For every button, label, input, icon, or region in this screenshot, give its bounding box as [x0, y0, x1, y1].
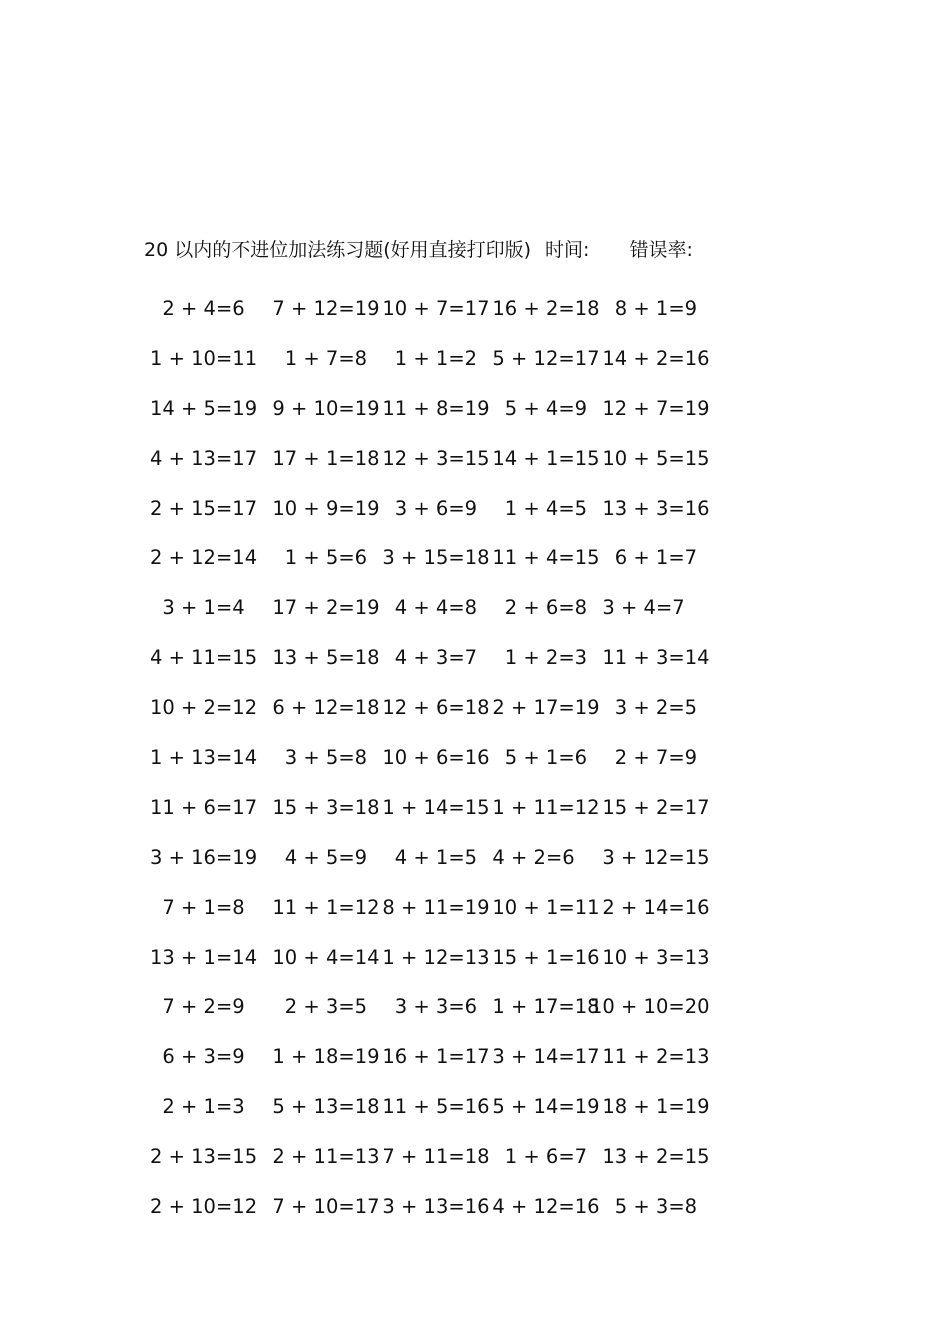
- problem-row: [150, 1082, 710, 1132]
- error-rate-label: 错误率:: [629, 239, 693, 261]
- problem-row: [150, 384, 710, 434]
- problem-grid: [150, 284, 710, 1232]
- problem-item: 1 + 7=8: [260, 346, 368, 370]
- problem-row: [150, 334, 710, 384]
- problem-row: [150, 883, 710, 933]
- problem-item: 13 + 3=16: [590, 496, 710, 520]
- problem-row: [150, 833, 710, 883]
- problem-item: 1 + 5=6: [260, 546, 368, 570]
- problem-item: 2 + 6=8: [480, 596, 588, 620]
- problem-row: [150, 733, 700, 783]
- problem-item: 13 + 1=14: [150, 945, 258, 969]
- problem-item: 1 + 4=5: [480, 496, 588, 520]
- problem-item: 11 + 5=16: [370, 1095, 490, 1119]
- problem-item: 1 + 11=12: [480, 795, 600, 819]
- problem-item: 2 + 3=5: [260, 995, 368, 1019]
- problem-item: 8 + 1=9: [590, 296, 698, 320]
- problem-item: 2 + 17=19: [480, 696, 600, 720]
- problem-row: [150, 783, 710, 833]
- problem-item: 3 + 4=7: [590, 596, 685, 620]
- problem-item: 3 + 6=9: [370, 496, 478, 520]
- problem-row: [150, 1182, 700, 1232]
- problem-item: 7 + 1=8: [150, 895, 245, 919]
- time-label: 时间:: [545, 239, 590, 261]
- problem-item: 2 + 13=15: [150, 1145, 258, 1169]
- problem-item: 10 + 6=16: [370, 745, 490, 769]
- problem-item: 10 + 4=14: [260, 945, 380, 969]
- problem-item: 14 + 5=19: [150, 396, 258, 420]
- problem-item: 10 + 5=15: [590, 446, 710, 470]
- problem-item: 13 + 5=18: [260, 646, 380, 670]
- problem-item: 1 + 13=14: [150, 745, 258, 769]
- problem-item: 7 + 12=19: [260, 296, 380, 320]
- problem-item: 11 + 3=14: [590, 646, 710, 670]
- problem-item: 10 + 9=19: [260, 496, 380, 520]
- problem-item: 6 + 1=7: [590, 546, 698, 570]
- problem-item: 3 + 13=16: [370, 1194, 490, 1218]
- problem-item: 4 + 13=17: [150, 446, 258, 470]
- problem-item: 12 + 7=19: [590, 396, 710, 420]
- problem-item: 13 + 2=15: [590, 1145, 710, 1169]
- problem-item: 5 + 3=8: [590, 1194, 698, 1218]
- problem-item: 10 + 1=11: [480, 895, 600, 919]
- problem-item: 2 + 7=9: [590, 745, 698, 769]
- problem-item: 15 + 1=16: [480, 945, 600, 969]
- problem-item: 17 + 1=18: [260, 446, 380, 470]
- problem-item: 3 + 2=5: [590, 696, 698, 720]
- problem-item: 5 + 12=17: [480, 346, 600, 370]
- problem-item: 2 + 11=13: [260, 1145, 380, 1169]
- problem-row: [150, 484, 710, 534]
- problem-item: 2 + 1=3: [150, 1095, 245, 1119]
- problem-row: [150, 633, 710, 683]
- problem-item: 1 + 17=18: [480, 995, 600, 1019]
- problem-item: 18 + 1=19: [590, 1095, 710, 1119]
- problem-item: 10 + 2=12: [150, 696, 258, 720]
- problem-row: [150, 284, 700, 334]
- problem-item: 3 + 15=18: [370, 546, 490, 570]
- problem-item: 11 + 1=12: [260, 895, 380, 919]
- problem-item: 8 + 11=19: [370, 895, 490, 919]
- problem-item: 11 + 6=17: [150, 795, 258, 819]
- problem-item: 4 + 5=9: [260, 845, 368, 869]
- problem-item: 11 + 4=15: [480, 546, 600, 570]
- problem-item: 4 + 11=15: [150, 646, 258, 670]
- problem-row: [150, 533, 700, 583]
- problem-item: 2 + 14=16: [590, 895, 710, 919]
- problem-item: 5 + 4=9: [480, 396, 588, 420]
- problem-item: 5 + 1=6: [480, 745, 588, 769]
- problem-item: 7 + 11=18: [370, 1145, 490, 1169]
- problem-item: 2 + 10=12: [150, 1194, 258, 1218]
- problem-item: 1 + 2=3: [480, 646, 588, 670]
- problem-row: [150, 982, 710, 1032]
- problem-item: 1 + 12=13: [370, 945, 490, 969]
- problem-item: 6 + 12=18: [260, 696, 380, 720]
- problem-item: 11 + 8=19: [370, 396, 490, 420]
- problem-item: 3 + 5=8: [260, 745, 368, 769]
- problem-item: 1 + 10=11: [150, 346, 258, 370]
- problem-item: 6 + 3=9: [150, 1045, 245, 1069]
- problem-item: 5 + 13=18: [260, 1095, 380, 1119]
- problem-item: 4 + 12=16: [480, 1194, 600, 1218]
- problem-item: 7 + 2=9: [150, 995, 245, 1019]
- problem-item: 15 + 3=18: [260, 795, 380, 819]
- problem-item: 4 + 1=5: [370, 845, 478, 869]
- problem-item: 12 + 3=15: [370, 446, 490, 470]
- problem-item: 5 + 14=19: [480, 1095, 600, 1119]
- worksheet-title: 20 以内的不进位加法练习题(好用直接打印版): [144, 239, 532, 261]
- problem-item: 1 + 6=7: [480, 1145, 588, 1169]
- problem-item: 7 + 10=17: [260, 1194, 380, 1218]
- problem-item: 3 + 16=19: [150, 845, 258, 869]
- problem-item: 2 + 15=17: [150, 496, 258, 520]
- problem-item: 3 + 3=6: [370, 995, 478, 1019]
- problem-item: 2 + 12=14: [150, 546, 258, 570]
- problem-item: 4 + 2=6: [480, 845, 575, 869]
- problem-item: 11 + 2=13: [590, 1045, 710, 1069]
- problem-item: 3 + 14=17: [480, 1045, 600, 1069]
- problem-row: [150, 434, 710, 484]
- problem-item: 10 + 10=20: [590, 995, 710, 1019]
- problem-item: 4 + 4=8: [370, 596, 478, 620]
- problem-item: 15 + 2=17: [590, 795, 710, 819]
- problem-item: 1 + 14=15: [370, 795, 490, 819]
- problem-row: [150, 1132, 710, 1182]
- problem-item: 17 + 2=19: [260, 596, 380, 620]
- problem-row: [150, 1032, 710, 1082]
- problem-item: 1 + 1=2: [370, 346, 478, 370]
- problem-item: 4 + 3=7: [370, 646, 478, 670]
- problem-item: 10 + 7=17: [370, 296, 490, 320]
- problem-row: [150, 933, 710, 983]
- problem-item: 16 + 1=17: [370, 1045, 490, 1069]
- problem-item: 1 + 18=19: [260, 1045, 380, 1069]
- problem-item: 9 + 10=19: [260, 396, 380, 420]
- problem-row: [150, 683, 700, 733]
- problem-item: 14 + 2=16: [590, 346, 710, 370]
- problem-item: 10 + 3=13: [590, 945, 710, 969]
- worksheet-header: [144, 236, 693, 264]
- problem-item: 3 + 1=4: [150, 596, 245, 620]
- problem-row: [150, 583, 700, 633]
- problem-item: 14 + 1=15: [480, 446, 600, 470]
- problem-item: 3 + 12=15: [590, 845, 710, 869]
- problem-item: 16 + 2=18: [480, 296, 600, 320]
- problem-item: 2 + 4=6: [150, 296, 245, 320]
- problem-item: 12 + 6=18: [370, 696, 490, 720]
